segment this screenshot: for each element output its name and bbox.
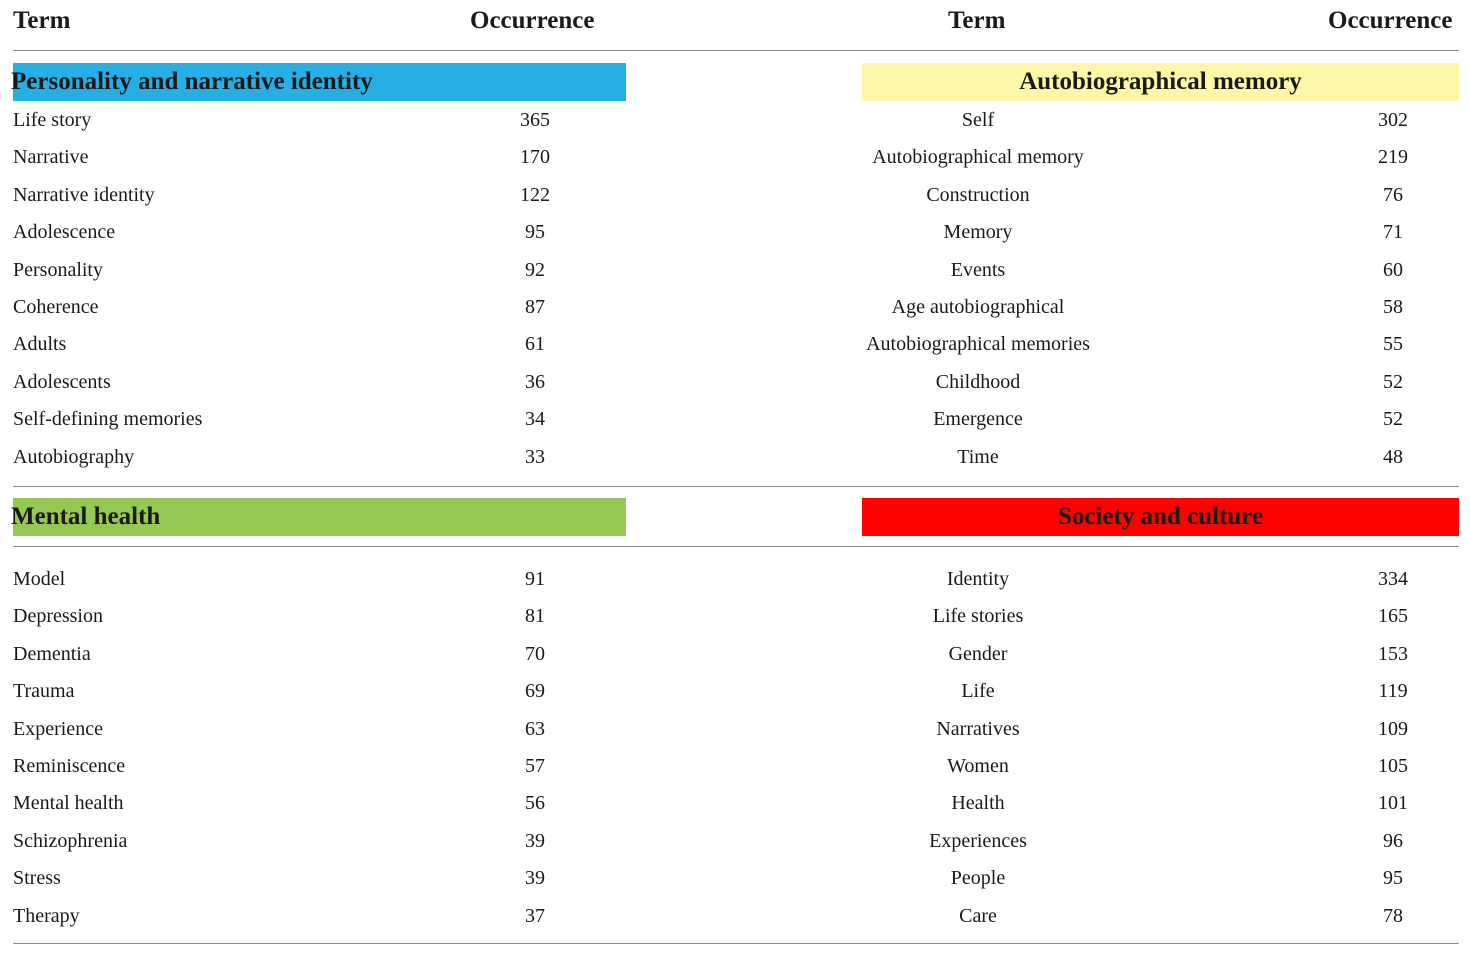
table-row-term: Adults xyxy=(13,333,67,356)
header-term-right: Term xyxy=(948,7,1006,34)
table-row-occurrence: 302 xyxy=(1378,109,1408,131)
table-row-term: Self-defining memories xyxy=(13,408,203,431)
table-row-occurrence: 48 xyxy=(1383,445,1403,468)
table-row-occurrence: 56 xyxy=(525,792,545,815)
table-row-term: Life xyxy=(961,680,995,703)
table-row-term: Adolescence xyxy=(13,221,116,244)
table-row-term: Schizophrenia xyxy=(13,829,128,852)
table-row-occurrence: 78 xyxy=(1383,904,1403,927)
table-row-occurrence: 119 xyxy=(1378,680,1408,703)
table-row-term: Narrative identity xyxy=(13,183,155,206)
header-occurrence-right: Occurrence xyxy=(1328,7,1453,34)
table-row-term: Memory xyxy=(943,221,1013,244)
table-row-occurrence: 219 xyxy=(1378,146,1408,169)
table-row-term: Dementia xyxy=(13,642,91,665)
table-row-term: Construction xyxy=(926,183,1030,206)
table-row-term: Experience xyxy=(13,717,103,740)
table-row-occurrence: 55 xyxy=(1383,333,1403,356)
table-row-term: Experiences xyxy=(929,829,1027,852)
table-row-term: Childhood xyxy=(935,370,1021,393)
table-row-term: Model xyxy=(13,568,66,590)
table-row-term: Autobiographical memories xyxy=(866,333,1090,356)
table-row-occurrence: 365 xyxy=(520,109,550,131)
table-row-occurrence: 58 xyxy=(1383,296,1403,318)
table-row-term: Identity xyxy=(946,568,1010,590)
table-row-term: Stress xyxy=(13,867,61,890)
table-row-occurrence: 36 xyxy=(525,370,545,393)
header-term-left: Term xyxy=(13,7,71,34)
table-row-occurrence: 61 xyxy=(525,333,545,356)
table-row-occurrence: 334 xyxy=(1378,568,1408,590)
table-row-term: Reminiscence xyxy=(13,755,126,777)
table-row-occurrence: 39 xyxy=(525,867,545,890)
table-row-term: Life story xyxy=(13,109,92,131)
section-title-autobiographical-memory: Autobiographical memory xyxy=(862,63,1459,101)
table-row-occurrence: 101 xyxy=(1378,792,1408,815)
section-title-society-culture: Society and culture xyxy=(862,498,1459,536)
table-row-term: Care xyxy=(959,904,997,927)
table-row-occurrence: 76 xyxy=(1383,183,1403,206)
bottom-rule xyxy=(13,943,1459,944)
table-row-occurrence: 52 xyxy=(1383,370,1403,393)
table-row-term: Adolescents xyxy=(13,370,111,393)
table-row-term: Narrative xyxy=(13,146,89,169)
subsection-rule xyxy=(13,546,1459,547)
table-row-term: Personality xyxy=(13,258,103,281)
table-row-occurrence: 33 xyxy=(525,445,545,468)
table-row-occurrence: 37 xyxy=(525,904,545,927)
table-row-occurrence: 87 xyxy=(525,296,545,318)
table-row-occurrence: 91 xyxy=(525,568,545,590)
table-row-term: Mental health xyxy=(13,792,124,815)
table-row-occurrence: 170 xyxy=(520,146,550,169)
table-row-occurrence: 63 xyxy=(525,717,545,740)
table-row-term: Depression xyxy=(13,605,103,628)
table-row-occurrence: 96 xyxy=(1383,829,1403,852)
table-row-occurrence: 70 xyxy=(525,642,545,665)
table-row-occurrence: 109 xyxy=(1378,717,1408,740)
table-row-occurrence: 95 xyxy=(1383,867,1403,890)
table-row-occurrence: 69 xyxy=(525,680,545,703)
table-row-term: Women xyxy=(947,755,1009,777)
table-row-occurrence: 95 xyxy=(525,221,545,244)
table-row-term: Emergence xyxy=(933,408,1023,431)
table-row-occurrence: 81 xyxy=(525,605,545,628)
table-row-occurrence: 57 xyxy=(525,755,545,777)
table-row-term: Life stories xyxy=(932,605,1024,628)
table-row-occurrence: 92 xyxy=(525,258,545,281)
table-row-term: Trauma xyxy=(13,680,75,703)
table-row-term: Events xyxy=(950,258,1006,281)
table-row-occurrence: 34 xyxy=(525,408,545,431)
table-row-term: Autobiography xyxy=(13,445,135,468)
middle-rule xyxy=(13,486,1459,487)
table-row-occurrence: 153 xyxy=(1378,642,1408,665)
table-row-term: Self xyxy=(961,109,995,131)
table-row-term: People xyxy=(950,867,1006,890)
table-row-term: Therapy xyxy=(13,904,80,927)
header-rule xyxy=(13,50,1459,51)
table-row-term: Narratives xyxy=(936,717,1020,740)
table-row-term: Autobiographical memory xyxy=(872,146,1084,169)
table-row-occurrence: 165 xyxy=(1378,605,1408,628)
table-row-term: Age autobiographical xyxy=(891,296,1065,318)
table-row-occurrence: 52 xyxy=(1383,408,1403,431)
table-row-term: Coherence xyxy=(13,296,99,318)
table-row-occurrence: 71 xyxy=(1383,221,1403,244)
section-title-personality: Personality and narrative identity xyxy=(13,63,626,101)
header-occurrence-left: Occurrence xyxy=(470,7,595,34)
table-row-occurrence: 105 xyxy=(1378,755,1408,777)
table-row-term: Time xyxy=(957,445,999,468)
table-row-term: Gender xyxy=(948,642,1008,665)
table-row-occurrence: 39 xyxy=(525,829,545,852)
section-title-mental-health: Mental health xyxy=(13,498,626,536)
table-row-term: Health xyxy=(951,792,1005,815)
table-row-occurrence: 122 xyxy=(520,183,550,206)
table-row-occurrence: 60 xyxy=(1383,258,1403,281)
